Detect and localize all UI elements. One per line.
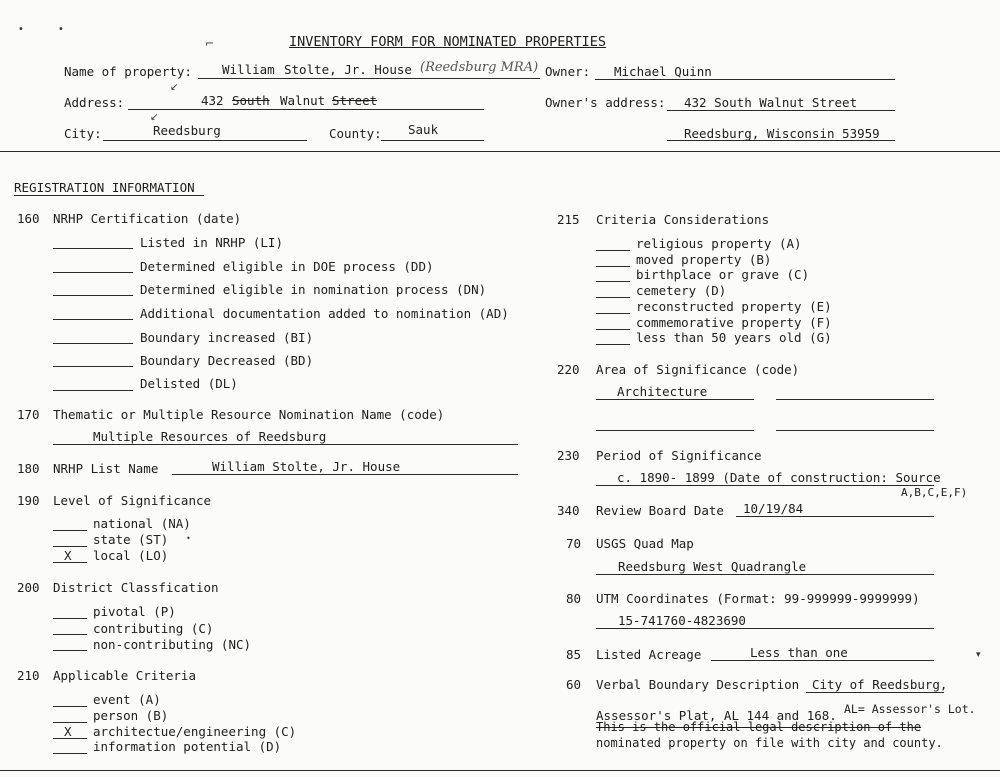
s80-value: 15-741760-4823690 [618, 613, 746, 628]
s215-item-g: less than 50 years old (G) [636, 330, 832, 345]
s200-blank-p[interactable] [53, 618, 87, 619]
s170-value: Multiple Resources of Reedsburg [93, 429, 327, 444]
s160-item-ad: Additional documentation added to nomination (AD) [140, 306, 509, 321]
s70-code: 70 [566, 536, 582, 551]
s210-item-a: event (A) [93, 692, 161, 707]
property-name-part1: William [222, 62, 275, 77]
s160-item-dl: Delisted (DL) [140, 376, 238, 391]
s180-code: 180 [17, 461, 40, 476]
s220-value: Architecture [617, 384, 708, 399]
s215-blank-f[interactable] [596, 329, 630, 330]
s215-item-a: religious property (A) [636, 236, 802, 251]
s160-blank-bd[interactable] [53, 366, 133, 367]
tick-mark: • [58, 24, 64, 35]
speck-mark-2: • [186, 534, 191, 543]
city-value: Reedsburg [153, 123, 221, 138]
s190-blank-na[interactable] [53, 530, 87, 531]
s160-blank-dl[interactable] [53, 390, 133, 391]
s190-check-lo[interactable]: X [64, 548, 72, 563]
pencil-mark: ⌐ [205, 37, 215, 50]
s70-title: USGS Quad Map [596, 536, 694, 551]
address-underline [128, 109, 484, 110]
s200-title: District Classfication [53, 580, 219, 595]
s200-item-p: pivotal (P) [93, 604, 176, 619]
address-number: 432 [201, 93, 224, 108]
s340-underline [736, 516, 934, 517]
s210-item-b: person (B) [93, 708, 169, 723]
owner-city-underline [667, 140, 895, 141]
s210-title: Applicable Criteria [53, 668, 196, 683]
s215-blank-e[interactable] [596, 313, 630, 314]
s230-title: Period of Significance [596, 448, 762, 463]
s180-value: William Stolte, Jr. House [212, 459, 401, 474]
s160-item-dn: Determined eligible in nomination process (DN) [140, 282, 487, 297]
s85-value: Less than one [750, 645, 848, 660]
address-struck-word: South [232, 93, 270, 108]
s160-item-dd: Determined eligible in DOE process (DD) [140, 259, 434, 274]
county-label: County: [329, 126, 382, 141]
s215-item-f: commemorative property (F) [636, 315, 832, 330]
s230-code: 230 [557, 448, 580, 463]
s60-value: City of Reedsburg, [812, 677, 948, 692]
s60-line2b: This is the official legal description of the [596, 720, 922, 734]
s60-title: Verbal Boundary Description [596, 677, 800, 692]
owner-underline [595, 79, 895, 80]
s210-code: 210 [17, 668, 40, 683]
s215-blank-a[interactable] [596, 250, 630, 251]
s170-code: 170 [17, 407, 40, 422]
s210-blank-c[interactable] [53, 738, 87, 739]
s200-item-nc: non-contributing (NC) [93, 637, 252, 652]
county-value: Sauk [408, 122, 439, 137]
s210-blank-a[interactable] [53, 706, 87, 707]
s220-field-1[interactable] [596, 399, 754, 400]
s215-blank-b[interactable] [596, 266, 630, 267]
registration-title: REGISTRATION INFORMATION [14, 180, 195, 195]
s215-item-c: birthplace or grave (C) [636, 267, 810, 282]
s180-underline [172, 474, 518, 475]
s160-title: NRHP Certification (date) [53, 211, 242, 226]
s160-blank-bi[interactable] [53, 343, 133, 344]
s85-title: Listed Acreage [596, 647, 702, 662]
s190-item-na: national (NA) [93, 516, 191, 531]
s60-underline [806, 692, 944, 693]
s190-item-st: state (ST) [93, 532, 169, 547]
owner-address-value: 432 South Walnut Street [684, 95, 858, 110]
s200-blank-c[interactable] [53, 634, 87, 635]
address-label: Address: [64, 95, 125, 110]
s190-blank-lo[interactable] [53, 562, 87, 563]
county-underline [381, 140, 484, 141]
s60-line3: nominated property on file with city and county. [596, 736, 943, 750]
registration-title-underline [14, 195, 204, 196]
s160-code: 160 [17, 211, 40, 226]
s170-underline [53, 444, 518, 445]
s230-source-criteria: A,B,C,E,F) [901, 486, 968, 499]
s190-blank-st[interactable] [53, 546, 87, 547]
s215-item-b: moved property (B) [636, 252, 772, 267]
s160-item-li: Listed in NRHP (LI) [140, 235, 283, 250]
s230-value: c. 1890- 1899 (Date of construction: Source [617, 470, 941, 485]
s170-title: Thematic or Multiple Resource Nomination Name (code) [53, 407, 445, 422]
s215-title: Criteria Considerations [596, 212, 770, 227]
address-suffix: Street [332, 93, 378, 108]
s340-value: 10/19/84 [743, 501, 804, 516]
owner-address-label: Owner's address: [545, 95, 666, 110]
s215-code: 215 [557, 212, 580, 227]
s200-blank-nc[interactable] [53, 650, 87, 651]
pencil-check-mark-2: ↙ [150, 112, 159, 123]
city-underline [103, 140, 307, 141]
address-street: Walnut [280, 93, 326, 108]
s220-title: Area of Significance (code) [596, 362, 800, 377]
s80-underline [596, 628, 934, 629]
s70-underline [596, 574, 934, 575]
s215-item-e: reconstructed property (E) [636, 299, 832, 314]
s160-blank-dd[interactable] [53, 272, 133, 273]
s160-item-bd: Boundary Decreased (BD) [140, 353, 314, 368]
s200-item-c: contributing (C) [93, 621, 214, 636]
s160-item-bi: Boundary increased (BI) [140, 330, 314, 345]
s215-item-d: cemetery (D) [636, 283, 727, 298]
bottom-border [0, 770, 1000, 771]
s220-field-4[interactable] [776, 430, 934, 431]
s200-code: 200 [17, 580, 40, 595]
s220-code: 220 [557, 362, 580, 377]
s80-title: UTM Coordinates (Format: 99-999999-9999999) [596, 591, 920, 606]
s85-underline [711, 660, 934, 661]
s220-field-3[interactable] [596, 430, 754, 431]
s190-code: 190 [17, 493, 40, 508]
s60-note: AL= Assessor's Lot. [844, 702, 976, 716]
header-separator [0, 151, 1000, 152]
s230-underline [596, 485, 934, 486]
form-title: INVENTORY FORM FOR NOMINATED PROPERTIES [289, 34, 606, 50]
speck-mark-3: ▾ [976, 650, 981, 660]
property-name-part2: Stolte, Jr. House [284, 62, 412, 77]
s210-blank-d[interactable] [53, 753, 87, 754]
s210-check-c[interactable]: X [64, 724, 72, 739]
city-label: City: [64, 126, 102, 141]
s215-blank-d[interactable] [596, 297, 630, 298]
owner-city-value: Reedsburg, Wisconsin 53959 [684, 126, 880, 141]
s220-field-2[interactable] [776, 399, 934, 400]
s190-item-lo: local (LO) [93, 548, 169, 563]
s70-value: Reedsburg West Quadrangle [618, 559, 807, 574]
speck-mark: • [18, 24, 24, 35]
s160-blank-ad[interactable] [53, 319, 133, 320]
s160-blank-li[interactable] [53, 248, 133, 249]
s210-item-d: information potential (D) [93, 739, 282, 754]
s160-blank-dn[interactable] [53, 295, 133, 296]
pencil-check-mark: ↙ [170, 82, 179, 93]
owner-value: Michael Quinn [614, 64, 712, 79]
s180-title: NRHP List Name [53, 461, 159, 476]
s215-blank-c[interactable] [596, 281, 630, 282]
owner-address-underline [667, 110, 895, 111]
s190-title: Level of Significance [53, 493, 212, 508]
s340-code: 340 [557, 503, 580, 518]
s85-code: 85 [566, 647, 582, 662]
s210-blank-b[interactable] [53, 722, 87, 723]
name-label: Name of property: [64, 64, 192, 79]
s340-title: Review Board Date [596, 503, 724, 518]
s210-item-c: architectue/engineering (C) [93, 724, 297, 739]
s215-blank-g[interactable] [596, 344, 630, 345]
s60-code: 60 [566, 677, 582, 692]
name-underline [198, 78, 540, 79]
s60-line2a: Assessor's Plat, AL 144 and 168. [596, 708, 837, 723]
s80-code: 80 [566, 591, 582, 606]
property-name-handwritten: (Reedsburg MRA) [420, 60, 539, 75]
owner-label: Owner: [545, 64, 591, 79]
